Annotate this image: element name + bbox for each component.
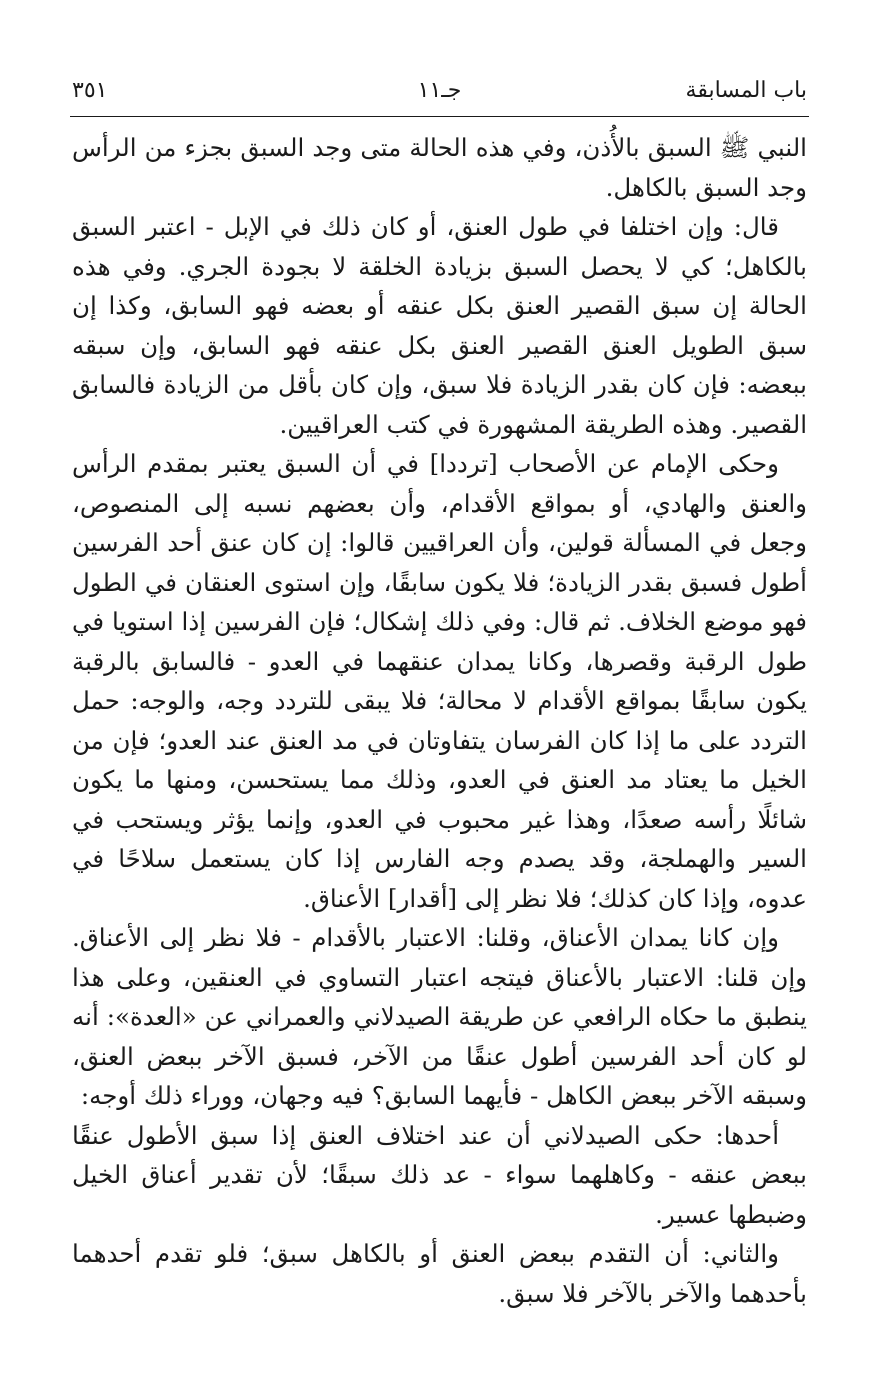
paragraph: وإن كانا يمدان الأعناق، وقلنا: الاعتبار بالأقدام - فلا نظر إلى الأعناق. وإن قلنا: الاعتبار بالأعناق فيتجه اعتبار التساوي في العنقين، وعلى هذا ينطبق ما حكاه الرافعي عن طريقة الصيدلاني والعمراني عن «العدة»: أنه لو كان أحد الفرسين أطول عنقًا من الآخر، فسبق الآخر ببعض العنق، وسبقه الآخر ببعض الكاهل - فأيهما السابق؟ فيه وجهان، ووراء ذلك أوجه: <box>72 923 807 1110</box>
volume-label: جـ١١ <box>417 77 462 103</box>
paragraph: النبي ﷺ السبق بالأُذن، وفي هذه الحالة متى وجد السبق بجزء من الرأس وجد السبق بالكاهل. <box>72 133 807 202</box>
chapter-title: باب المسابقة <box>685 77 807 103</box>
page-header <box>72 70 807 110</box>
paragraph: والثاني: أن التقدم ببعض العنق أو بالكاهل سبق؛ فلو تقدم أحدهما بأحدهما والآخر بالآخر فلا سبق. <box>72 1239 807 1308</box>
header-divider <box>70 116 809 117</box>
page-number: ٣٥١ <box>72 77 108 103</box>
page-body <box>72 128 807 1313</box>
paragraph: قال: وإن اختلفا في طول العنق، أو كان ذلك في الإبل - اعتبر السبق بالكاهل؛ كي لا يحصل السبق بزيادة الخلقة لا بجودة الجري. وفي هذه الحالة إن سبق القصير العنق بكل عنقه أو بعضه فهو السابق، وكذا إن سبق الطويل العنق القصير العنق بكل عنقه فهو السابق، وإن سبقه ببعضه: فإن كان بقدر الزيادة فلا سبق، وإن كان بأقل من الزيادة فالسابق القصير. وهذه الطريقة المشهورة في كتب العراقيين. <box>72 212 807 439</box>
paragraph: أحدها: حكى الصيدلاني أن عند اختلاف العنق إذا سبق الأطول عنقًا ببعض عنقه - وكاهلهما سواء - عد ذلك سبقًا؛ لأن تقدير أعناق الخيل وضبطها عسير. <box>72 1120 807 1229</box>
paragraph: وحكى الإمام عن الأصحاب [ترددا] في أن السبق يعتبر بمقدم الرأس والعنق والهادي، أو بمواقع الأقدام، وأن بعضهم نسبه إلى المنصوص، وجعل في المسألة قولين، وأن العراقيين قالوا: إن كان عنق أحد الفرسين أطول فسبق بقدر الزيادة؛ فلا يكون سابقًا، وإن استوى العنقان في الطول فهو موضع الخلاف. ثم قال: وفي ذلك إشكال؛ فإن الفرسين إذا استويا في طول الرقبة وقصرها، وكانا يمدان عنقهما في العدو - فالسابق بالرقبة يكون سابقًا بمواقع الأقدام لا محالة؛ فلا يبقى للتردد وجه، والوجه: حمل التردد على ما إذا كان الفرسان يتفاوتان في مد العنق عند العدو؛ فإن من الخيل ما يعتاد مد العنق في العدو، وذلك مما يستحسن، ومنها ما يكون شائلًا رأسه صعدًا، وهذا غير محبوب في العدو، وإنما يؤثر ويستحب في السير والهملجة، وقد يصدم وجه الفارس إذا كان يستعمل سلاحًا في عدوه، وإذا كان كذلك؛ فلا نظر إلى [أقدار] الأعناق. <box>72 449 807 913</box>
